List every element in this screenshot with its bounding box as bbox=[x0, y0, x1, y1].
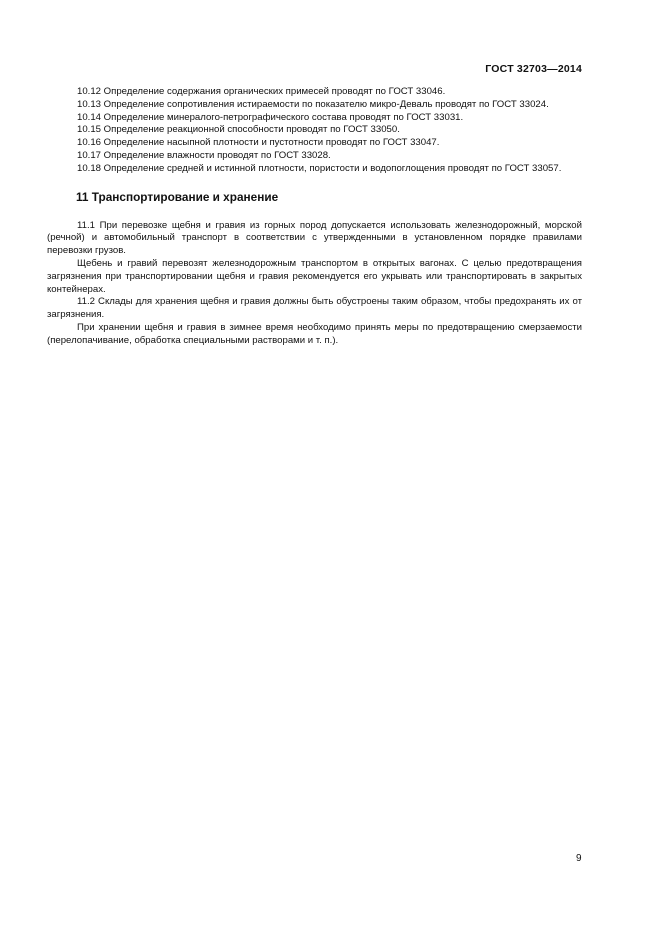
page-content bbox=[47, 86, 582, 348]
clause-11-1: 11.1 При перевозке щебня и гравия из горных пород допускается использовать железнодорожный, морской (речной) и автомобильный транспорт в соответствии с утвержденными в установленном порядке правилами перевозки грузов. bbox=[47, 219, 582, 257]
clause-10-18: 10.18 Определение средней и истинной плотности, пористости и водопоглощения проводят по ГОСТ 33057. bbox=[77, 162, 562, 174]
clause-11-1-transport: Щебень и гравий перевозят железнодорожным транспортом в открытых вагонах. С целью предотвращения загрязнения при транспортировании щебня и гравия рекомендуется его укрывать или транспортировать в закрытых контейнерах. bbox=[47, 257, 582, 295]
clause-11-2-winter: При хранении щебня и гравия в зимнее время необходимо принять меры по предотвращению смерзаемости (перелопачивание, обработка специальными растворами и т. п.). bbox=[47, 321, 582, 346]
section-11-heading: 11 Транспортирование и хранение bbox=[76, 189, 279, 204]
clause-10-12: 10.12 Определение содержания органических примесей проводят по ГОСТ 33046. bbox=[77, 86, 446, 97]
document-code-header: ГОСТ 32703—2014 bbox=[485, 63, 582, 75]
clause-10-14: 10.14 Определение минералого-петрографического состава проводят по ГОСТ 33031. bbox=[77, 111, 464, 123]
page-number: 9 bbox=[576, 853, 582, 864]
clause-10-17: 10.17 Определение влажности проводят по ГОСТ 33028. bbox=[77, 149, 331, 161]
clause-10-15: 10.15 Определение реакционной способности проводят по ГОСТ 33050. bbox=[77, 124, 400, 136]
clause-11-2: 11.2 Склады для хранения щебня и гравия должны быть обустроены таким образом, чтобы предохранять их от загрязнения. bbox=[47, 296, 582, 321]
clause-10-13: 10.13 Определение сопротивления истираемости по показателю микро-Деваль проводят по ГОСТ 33024. bbox=[77, 98, 549, 110]
clause-10-16: 10.16 Определение насыпной плотности и пустотности проводят по ГОСТ 33047. bbox=[77, 137, 440, 149]
